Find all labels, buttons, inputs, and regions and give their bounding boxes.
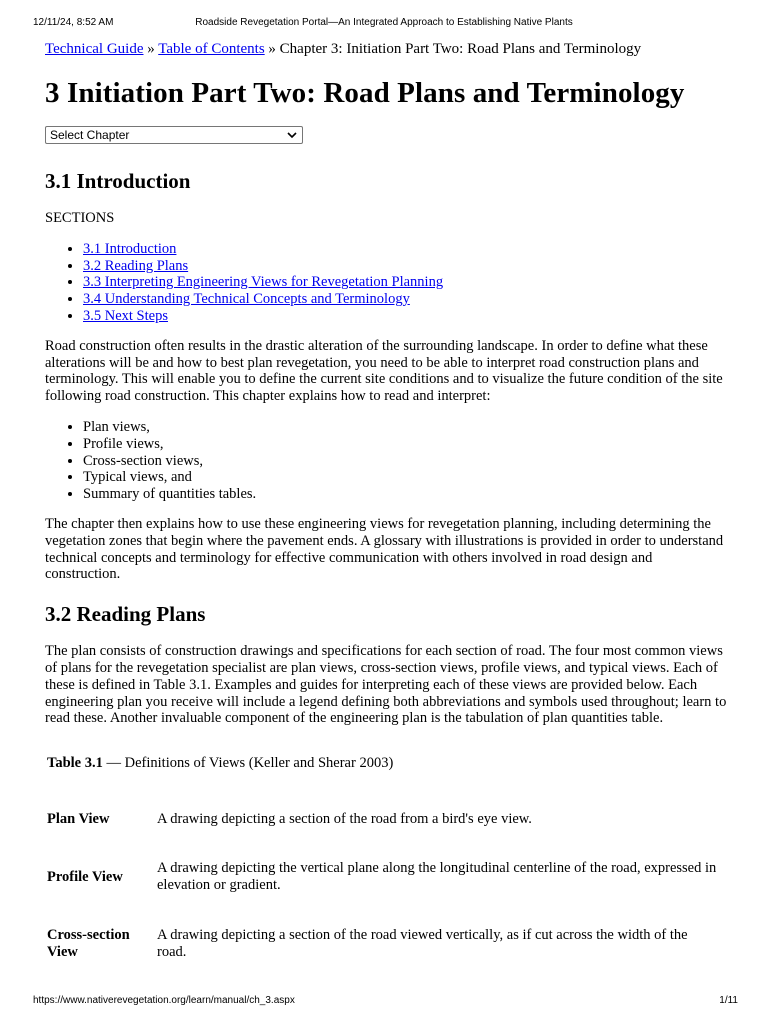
breadcrumb-technical-guide-link[interactable]: Technical Guide xyxy=(45,41,144,57)
reading-plans-paragraph: The plan consists of construction drawings and specifications for each section of road. The four most common views of plans for the revegetation specialist are plan views, cross-section views, profile views, and typical views. Each of these is defined in Table 3.1. Examples and guides for interpreting each of these views are provided below. Each engineering plan you receive will include a legend defining both abbreviations and symbols used throughout; learn to read these. Another invaluable component of the engineering plan is the tabulation of plan quantities table. xyxy=(45,643,727,727)
intro-paragraph: Road construction often results in the drastic alteration of the surrounding landscape. In order to define what these alterations will be and how to best plan revegetation, you need to be able to interpret road construction plans and terminology. This will enable you to define the current site conditions and to visualize the future condition of the site following road construction. This chapter explains how to read and interpret: xyxy=(45,337,723,405)
list-item xyxy=(83,241,730,258)
section-heading-reading-plans: 3.2 Reading Plans xyxy=(45,602,206,627)
table-definition: A drawing depicting the vertical plane along the longitudinal centerline of the road, expressed in elevation or gradient. xyxy=(157,860,717,893)
list-item: • Typical views, and xyxy=(83,469,730,486)
definitions-table xyxy=(47,790,717,982)
breadcrumb-separator: » xyxy=(143,41,159,57)
toc-link-3-4[interactable]: 3.4 Understanding Technical Concepts and Terminology xyxy=(83,291,410,308)
chapter-select-value: Select Chapter xyxy=(50,128,130,142)
breadcrumb xyxy=(45,40,730,58)
print-url: https://www.nativerevegetation.org/learn/manual/ch_3.aspx xyxy=(33,995,295,1006)
table-row xyxy=(47,848,717,906)
toc-link-3-2[interactable]: 3.2 Reading Plans xyxy=(83,257,189,274)
list-item xyxy=(83,308,730,325)
table-term: Profile View xyxy=(47,868,123,885)
breadcrumb-separator: » xyxy=(264,41,280,57)
list-item xyxy=(83,291,730,308)
print-footer xyxy=(0,995,768,1009)
table-caption-text: — Definitions of Views (Keller and Sherar 2003) xyxy=(102,755,394,772)
table-term: Plan View xyxy=(47,810,110,827)
views-list xyxy=(45,419,730,503)
chevron-down-icon xyxy=(287,130,297,140)
chapter-select[interactable] xyxy=(45,126,303,144)
section-heading-introduction: 3.1 Introduction xyxy=(45,169,191,193)
toc-link-3-3[interactable]: 3.3 Interpreting Engineering Views for Revegetation Planning xyxy=(83,274,444,291)
table-caption xyxy=(47,755,730,772)
breadcrumb-toc-link[interactable]: Table of Contents xyxy=(158,41,265,57)
list-item xyxy=(83,274,730,291)
main-content xyxy=(45,40,730,982)
chapter-overview-paragraph: The chapter then explains how to use these engineering views for revegetation planning, including determining the vegetation zones that begin where the pavement ends. A glossary with illustrations is provided in order to understand technical concepts and terminology for effective communication with others involved in road design and construction. xyxy=(45,515,724,583)
table-row xyxy=(47,790,717,848)
print-header xyxy=(0,17,768,31)
list-item xyxy=(83,258,730,275)
print-page-title: Roadside Revegetation Portal—An Integrated Approach to Establishing Native Plants xyxy=(195,17,573,28)
list-item: • Profile views, xyxy=(83,436,730,453)
table-row xyxy=(47,906,717,982)
section-toc-list xyxy=(45,241,730,325)
table-caption-label: Table 3.1 xyxy=(47,755,103,772)
list-item: • Cross-section views, xyxy=(83,453,730,470)
breadcrumb-current: Chapter 3: Initiation Part Two: Road Plans and Terminology xyxy=(279,41,642,57)
table-term: Cross-section View xyxy=(47,927,130,960)
list-item: • Summary of quantities tables. xyxy=(83,486,730,503)
table-definition: A drawing depicting a section of the road viewed vertically, as if cut across the width of the road. xyxy=(157,927,688,960)
page-title: 3 Initiation Part Two: Road Plans and Terminology xyxy=(45,77,685,109)
table-definition: A drawing depicting a section of the road from a bird's eye view. xyxy=(157,810,532,827)
list-item: • Plan views, xyxy=(83,419,730,436)
toc-link-3-1[interactable]: 3.1 Introduction xyxy=(83,240,177,257)
sections-label: SECTIONS xyxy=(45,210,115,226)
print-page-number: 1/11 xyxy=(719,995,738,1006)
print-datetime: 12/11/24, 8:52 AM xyxy=(33,17,114,28)
toc-link-3-5[interactable]: 3.5 Next Steps xyxy=(83,307,168,324)
